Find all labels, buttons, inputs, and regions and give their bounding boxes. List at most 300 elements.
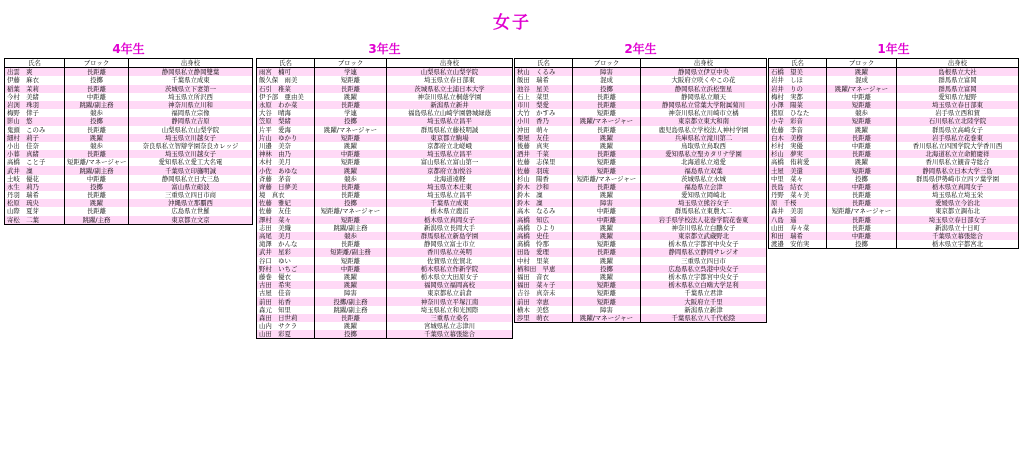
member-block: 短距離 [315, 216, 387, 224]
member-school: 埼玉県私立昌平 [387, 150, 513, 158]
table-row [515, 126, 767, 134]
member-school: 茨城県立下妻第一 [129, 85, 253, 93]
member-school: 福島県立双葉 [641, 166, 767, 174]
member-school: 福島県私立山崎学園磐城緑蔭 [387, 109, 513, 117]
member-block: 長距離 [827, 150, 897, 158]
header-name: 氏名 [257, 59, 315, 68]
table-row [257, 265, 513, 273]
table-row [769, 232, 1019, 240]
member-school: 埼玉県立熊谷女子 [641, 199, 767, 207]
table-row [769, 117, 1019, 125]
table-row [257, 183, 513, 191]
member-school: 富山県立砺波 [129, 183, 253, 191]
member-name: 石上 菜里 [515, 93, 573, 101]
grade-3-heading: 3年生 [368, 42, 401, 56]
member-name: 伊藤 麻衣 [5, 76, 65, 84]
member-block: 短距離 [315, 76, 387, 84]
table-row [515, 224, 767, 232]
table-row [515, 183, 767, 191]
member-name: 栗屋 友佳 [515, 134, 573, 142]
table-row [257, 240, 513, 248]
member-name: 武井 凜 [5, 166, 65, 174]
member-block: 中距離 [315, 265, 387, 273]
member-name: 後藤 真実 [515, 142, 573, 150]
grade-1-section [768, 40, 1019, 249]
member-school: 新潟県立新津 [641, 306, 767, 314]
table-header-row [515, 59, 767, 68]
table-row [769, 68, 1019, 77]
member-block: 短距離 [315, 158, 387, 166]
member-block: 障害 [573, 68, 641, 77]
member-name: 稲葉 茉莉 [5, 85, 65, 93]
member-school: 静岡県私立日本大学三島 [897, 166, 1019, 174]
table-row [769, 240, 1019, 249]
member-name: 佐藤 友佳 [257, 207, 315, 215]
table-row [257, 76, 513, 84]
member-school: 神奈川県私立川崎市立橘 [641, 109, 767, 117]
member-name: 杉村 実優 [769, 142, 827, 150]
member-name: 高橋 知広 [515, 216, 573, 224]
member-block: 中距離 [315, 150, 387, 158]
table-row [257, 314, 513, 322]
member-school: 埼玉県立川越女子 [129, 150, 253, 158]
member-school: 埼玉県立本庄東 [387, 183, 513, 191]
header-name: 氏名 [5, 59, 65, 68]
member-school: 愛知県立岡崎北 [641, 191, 767, 199]
member-block: 投擲 [315, 330, 387, 339]
table-row [257, 126, 513, 134]
table-row [515, 273, 767, 281]
member-name: 松原 琉央 [5, 199, 65, 207]
member-block: 跳躍/マネージャー [573, 117, 641, 125]
table-row [515, 232, 767, 240]
member-name: 雨宮 楠可 [257, 68, 315, 77]
member-school: 茨城県私立水城 [641, 175, 767, 183]
table-row [515, 158, 767, 166]
member-school: 埼玉県私立埼玉栄 [897, 191, 1019, 199]
member-school: 石川県私立北陸学院 [897, 117, 1019, 125]
table-row [257, 93, 513, 101]
member-block: 跳躍 [65, 199, 129, 207]
table-row [769, 126, 1019, 134]
table-row [515, 117, 767, 125]
member-name: 横木 美悠 [515, 306, 573, 314]
table-row [257, 306, 513, 314]
table-row [769, 191, 1019, 199]
member-school: 新潟県立長岡大手 [387, 224, 513, 232]
member-block: 中距離 [65, 93, 129, 101]
member-school: 千葉県立成東 [129, 76, 253, 84]
member-school: 栃木県立鹿沼 [387, 207, 513, 215]
member-school: 神奈川県立川和 [129, 101, 253, 109]
member-school: 埼玉県私立昌平 [387, 117, 513, 125]
table-row [257, 322, 513, 330]
member-block: 跳躍 [315, 322, 387, 330]
member-name: 高木 なるみ [515, 207, 573, 215]
member-name: 杉山 夢実 [769, 150, 827, 158]
member-block: 長距離 [827, 199, 897, 207]
table-row [515, 175, 767, 183]
table-row [515, 85, 767, 93]
grade-1-heading: 1年生 [877, 42, 910, 56]
member-name: 森元 知里 [257, 306, 315, 314]
member-school: 香川県私立観音寺総合 [897, 158, 1019, 166]
table-row [5, 117, 253, 125]
table-row [5, 68, 253, 77]
table-row [769, 158, 1019, 166]
header-block: ブロック [65, 59, 129, 68]
member-name: 山際 夏芽 [5, 207, 65, 215]
member-name: 前田 幸恵 [515, 297, 573, 305]
table-row [769, 101, 1019, 109]
member-name: 佐藤 雅妃 [257, 199, 315, 207]
header-block: ブロック [573, 59, 641, 68]
member-name: 澤村 菜々 [257, 216, 315, 224]
table-row [5, 199, 253, 207]
member-school: 静岡県私立順天 [641, 93, 767, 101]
member-block: 投擲 [65, 76, 129, 84]
member-block: 投擲 [65, 117, 129, 125]
member-school: 大阪府立千里 [641, 297, 767, 305]
member-block: 中距離 [827, 232, 897, 240]
table-row [257, 224, 513, 232]
table-row [5, 216, 253, 225]
member-block: 投擲 [573, 265, 641, 273]
member-block: 長距離 [315, 85, 387, 93]
member-school: 栃木県私立白鴎大学足利 [641, 281, 767, 289]
table-header-row [257, 59, 513, 68]
member-school: 北海道遠軽 [387, 175, 513, 183]
member-name: 渡邉 安佑実 [769, 240, 827, 249]
member-name: 森田 日世莉 [257, 314, 315, 322]
member-school: 群馬県立富岡 [897, 85, 1019, 93]
member-school: 東京都立武蔵野北 [641, 232, 767, 240]
member-school: 岩手県立西和賀 [897, 109, 1019, 117]
member-block: 跳躍/副主務 [315, 306, 387, 314]
member-block: 投擲 [315, 117, 387, 125]
member-block: 跳躍 [315, 93, 387, 101]
table-row [515, 281, 767, 289]
member-name: 福田 音衣 [515, 273, 573, 281]
member-school: 愛知県私立聖カタリナ学園 [641, 150, 767, 158]
member-name: 谷口 ゆい [257, 257, 315, 265]
member-block: 長距離 [315, 191, 387, 199]
member-school: 神奈川県私立白鵬女子 [641, 224, 767, 232]
member-school: 山梨県私立山梨学院 [387, 68, 513, 77]
member-school: 東京都私立前倉 [387, 289, 513, 297]
member-name: 片平 愛海 [257, 126, 315, 134]
member-name: 滝澤 かんな [257, 240, 315, 248]
member-school: 静岡県私立浜松聖星 [641, 85, 767, 93]
table-row [5, 207, 253, 215]
member-block: 長距離 [827, 134, 897, 142]
member-block: 短距離 [827, 101, 897, 109]
member-name: 楢和田 早恵 [515, 265, 573, 273]
member-name: 佐藤 李音 [769, 126, 827, 134]
member-name: 高橋 史佳 [515, 232, 573, 240]
table-row [5, 109, 253, 117]
table-row [257, 199, 513, 207]
member-school: 愛知県私立愛工大名電 [129, 158, 253, 166]
member-name: 佐藤 羽琉 [515, 166, 573, 174]
member-name: 秋山 くるみ [515, 68, 573, 77]
member-block: 跳躍/副主務 [65, 166, 129, 174]
member-block: 投擲 [65, 183, 129, 191]
member-name: 岩井 りの [769, 85, 827, 93]
member-block: 跳躍/マネージャー [315, 126, 387, 134]
member-name: 佐藤 志保里 [515, 158, 573, 166]
member-block: 障害 [573, 306, 641, 314]
member-school: 群馬県立高崎女子 [897, 126, 1019, 134]
member-school: 香川県私立英明 [387, 248, 513, 256]
member-block: 長距離 [65, 68, 129, 77]
member-block: 短距離 [315, 257, 387, 265]
member-school: 東京都立文京 [129, 216, 253, 225]
member-block: 長距離 [573, 101, 641, 109]
grade-2-heading: 2年生 [624, 42, 657, 56]
header-block: ブロック [827, 59, 897, 68]
member-school: 茨城県私立土浦日本大学 [387, 85, 513, 93]
table-row [515, 248, 767, 256]
member-name: 片山 ゆかり [257, 134, 315, 142]
member-block: 長距離 [573, 183, 641, 191]
table-row [769, 109, 1019, 117]
member-name: 木村 美月 [257, 158, 315, 166]
member-block: 投擲 [827, 240, 897, 249]
member-block: 短距離 [315, 134, 387, 142]
member-name: 梅野 倖子 [5, 109, 65, 117]
member-block: 混成 [573, 76, 641, 84]
member-block: 競歩 [315, 175, 387, 183]
member-school: 兵庫県私立滝川第二 [641, 134, 767, 142]
member-block: 中距離 [573, 207, 641, 215]
table-row [515, 166, 767, 174]
table-row [257, 289, 513, 297]
member-block: 跳躍 [827, 126, 897, 134]
table-row [515, 109, 767, 117]
table-row [257, 134, 513, 142]
table-row [5, 175, 253, 183]
member-school: 千葉県立幕張総合 [897, 232, 1019, 240]
member-name: 長島 結衣 [769, 183, 827, 191]
table-row [769, 142, 1019, 150]
member-school: 栃木県立真岡女子 [387, 216, 513, 224]
member-name: 伊予部 亜由美 [257, 93, 315, 101]
member-name: 福田 菜々子 [515, 281, 573, 289]
member-school: 神奈川県私立桐蔭学園 [387, 93, 513, 101]
member-name: 原 千桜 [769, 199, 827, 207]
member-block: 長距離 [573, 126, 641, 134]
table-row [515, 101, 767, 109]
member-block: 学連 [315, 109, 387, 117]
table-row [257, 117, 513, 125]
member-school: 大阪府立咲くやこの花 [641, 76, 767, 84]
member-school: 栃木県私立作新学院 [387, 265, 513, 273]
member-name: 小佐 あゆな [257, 166, 315, 174]
table-row [515, 314, 767, 323]
grade-2-section [514, 40, 767, 323]
member-block: 投擲 [573, 85, 641, 93]
table-row [769, 85, 1019, 93]
member-block: 跳躍 [315, 281, 387, 289]
page-title: 女子 [493, 13, 531, 33]
member-school: 静岡県私立常葉大学附属菊川 [641, 101, 767, 109]
member-school: 東京都立東大和南 [641, 117, 767, 125]
member-name: 杉山 陽香 [515, 175, 573, 183]
member-school: 静岡県立伊豆中央 [641, 68, 767, 77]
member-name: 前田 祐香 [257, 297, 315, 305]
table-row [257, 158, 513, 166]
member-block: 混成 [827, 76, 897, 84]
table-row [515, 240, 767, 248]
member-school: 東京都立駒場 [387, 134, 513, 142]
member-block: 長距離 [827, 224, 897, 232]
member-block: 中距離 [827, 93, 897, 101]
member-school: 富山県私立富山第一 [387, 158, 513, 166]
member-name: 髙橋 怜那 [515, 240, 573, 248]
member-block: 長距離 [315, 314, 387, 322]
table-row [769, 93, 1019, 101]
member-school: 新潟県立新井 [387, 101, 513, 109]
table-row [5, 166, 253, 174]
table-row [769, 76, 1019, 84]
member-block: 跳躍 [573, 273, 641, 281]
member-block: 中距離 [573, 216, 641, 224]
member-school: 新潟県立十日町 [897, 224, 1019, 232]
table-row [769, 166, 1019, 174]
member-name: 出雲 爽 [5, 68, 65, 77]
member-block: 障害 [315, 289, 387, 297]
table-row [5, 158, 253, 166]
member-block: 長距離 [827, 216, 897, 224]
table-row [5, 150, 253, 158]
member-name: 小出 佳奈 [5, 142, 65, 150]
member-name: 梅村 実都 [769, 93, 827, 101]
member-school: 東京都立調布北 [897, 207, 1019, 215]
member-name: 渉里 萌衣 [515, 314, 573, 323]
header-school: 出身校 [129, 59, 253, 68]
member-block: 長距離 [573, 248, 641, 256]
member-block: 跳躍 [573, 191, 641, 199]
table-row [769, 134, 1019, 142]
member-block: 跳躍 [827, 68, 897, 77]
member-school: 静岡県私立静岡雙葉 [129, 68, 253, 77]
member-block: 短距離/マネージャー [827, 207, 897, 215]
table-row [257, 232, 513, 240]
member-school: 静岡県立吉原 [129, 117, 253, 125]
member-name: 影山 悠 [5, 117, 65, 125]
member-name: 武井 星彩 [257, 248, 315, 256]
member-block: 短距離 [573, 158, 641, 166]
table-row [5, 76, 253, 84]
grade-4-heading: 4年生 [112, 42, 145, 56]
member-block: 跳躍/マネージャー [573, 314, 641, 323]
member-block: 長距離 [65, 85, 129, 93]
table-row [257, 297, 513, 305]
member-block: 長距離 [315, 101, 387, 109]
header-school: 出身校 [387, 59, 513, 68]
member-name: 鈴木 凜 [515, 191, 573, 199]
header-name: 氏名 [515, 59, 573, 68]
member-school: 静岡県私立日大三島 [129, 175, 253, 183]
table-row [769, 199, 1019, 207]
member-name: 酒井 千菜 [515, 150, 573, 158]
header-school: 出身校 [641, 59, 767, 68]
member-block: 長距離 [65, 126, 129, 134]
member-school: 福岡県立福岡高校 [387, 281, 513, 289]
member-school: 群馬県立富岡 [897, 76, 1019, 84]
member-school: 山梨県私立山梨学院 [129, 126, 253, 134]
member-school: 佐賀県立佐賀北 [387, 257, 513, 265]
member-name: 古田 希実 [257, 281, 315, 289]
member-block: 競歩 [827, 109, 897, 117]
member-block: 学連 [315, 68, 387, 77]
member-name: 古屋 佳音 [257, 289, 315, 297]
member-name: 沖田 萌々 [515, 126, 573, 134]
table-row [515, 142, 767, 150]
member-block: 跳躍 [573, 257, 641, 265]
member-school: 埼玉県立川越女子 [129, 134, 253, 142]
table-row [257, 101, 513, 109]
table-row [257, 216, 513, 224]
table-row [515, 76, 767, 84]
member-school: 神奈川県立平塚江南 [387, 297, 513, 305]
member-school: 栃木県立宇都宮北 [897, 240, 1019, 249]
member-name: 鈴木 沙和 [515, 183, 573, 191]
table-row [257, 281, 513, 289]
table-row [257, 150, 513, 158]
table-row [257, 166, 513, 174]
member-block: 跳躍/主務 [65, 216, 129, 225]
table-row [515, 306, 767, 314]
member-school: 千葉県立君津 [641, 289, 767, 297]
member-school: 埼玉県私立昌平 [387, 191, 513, 199]
member-name: 中村 里菜 [515, 257, 573, 265]
member-school: 京都府立加悦谷 [387, 166, 513, 174]
member-block: 跳躍 [65, 134, 129, 142]
table-row [515, 134, 767, 142]
member-block: 長距離 [827, 191, 897, 199]
member-block: 中距離 [65, 175, 129, 183]
member-school: 群馬県伊勢崎市立四ツ葉学園 [897, 175, 1019, 183]
member-school: 鳥取県立鳥取西 [641, 142, 767, 150]
member-block: 長距離 [573, 93, 641, 101]
member-school: 群馬県私立東農大二 [641, 207, 767, 215]
member-name: 高尾 美月 [257, 232, 315, 240]
member-block: 短距離/マネージャー [315, 207, 387, 215]
grade-1-table [768, 58, 1019, 249]
member-name: 山田 寿々菜 [769, 224, 827, 232]
member-name: 土岐 優花 [5, 175, 65, 183]
member-block: 長距離 [573, 150, 641, 158]
member-name: 鬼頭 このみ [5, 126, 65, 134]
member-name: 山内 サクラ [257, 322, 315, 330]
member-block: 競歩 [65, 142, 129, 150]
member-block: 短距離 [573, 289, 641, 297]
member-name: 土屋 美還 [769, 166, 827, 174]
grade-4-section [4, 40, 253, 225]
member-school: 岩手県私立花巻東 [897, 134, 1019, 142]
header-name: 氏名 [769, 59, 827, 68]
member-name: 山田 彩夏 [257, 330, 315, 339]
member-school: 埼玉県立春日部東 [387, 76, 513, 84]
member-name: 小暮 真緒 [5, 150, 65, 158]
member-block: 投擲 [315, 199, 387, 207]
member-school: 鹿児島県私立学校法人神村学園 [641, 126, 767, 134]
table-row [257, 191, 513, 199]
member-school: 群馬県私立新島学園 [387, 232, 513, 240]
table-row [515, 199, 767, 207]
